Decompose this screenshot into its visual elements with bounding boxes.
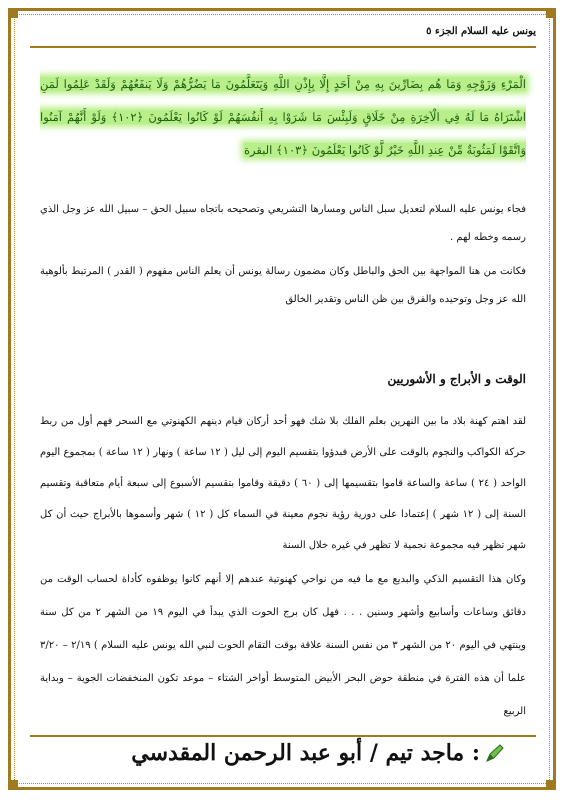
page-header-title: يونس عليه السلام الجزء ٥ [426,26,536,37]
corner-ornament [8,780,18,790]
header-divider [30,46,536,48]
verse-text: الْمَرْءِ وَزَوْجِهِ وَمَا هُم بِضَارِّينَ بِهِ مِنْ أَحَدٍ إِلَّا بِإِذْنِ اللَّهِ وَيَتَعَلَّمُونَ مَا يَضُرُّهُمْ وَلَا يَنفَعُهُمْ وَلَقَدْ عَلِمُوا لَمَنِ اشْتَرَاهُ مَا لَهُ فِي الْآخِرَةِ مِنْ خَلَاقٍ وَلَبِئْسَ مَا شَرَوْا بِهِ أَنفُسَهُمْ لَوْ كَانُوا يَعْلَمُونَ ﴿١٠٢﴾ وَلَوْ أَنَّهُمْ آمَنُوا وَاتَّقَوْا لَمَثُوبَةٌ مِّنْ عِندِ اللَّهِ خَيْرٌ لَّوْ كَانُوا يَعْلَمُونَ ﴿١٠٣﴾ البقرة [40,77,526,157]
paragraph-2: فكانت من هنا المواجهة بين الحق والباطل وكان مضمون رسالة يونس أن يعلم الناس مفهوم ( القدر ) المرتبط بألوهية الله عز وجل وتوحيده والفرق بين ظن الناس وتقدير الخالق [40,266,526,305]
pen-icon [484,742,506,764]
corner-ornament [8,8,18,18]
section-heading: الوقت و الأبراج و الأشوريين [387,372,526,386]
quran-verse [40,68,526,167]
paragraph-1: فجاء يونس عليه السلام لتعديل سبل الناس ومسارها التشريعي وتصحيحه باتجاه سبيل الحق – سبيل الله عز وجل الذي رسمه وخطه لهم . [40,204,526,243]
paragraph-4: وكان هذا التقسيم الذكي والبديع مع ما فيه من نواحي كهنوتية عندهم إلا أنهم كانوا يوظفوه كأداة لحساب الوقت من دقائق وساعات وأسابيع وأشهر وسنين . . . فهل كان برج الحوت الذي يبدأ في اليوم ١٩ من الشهر ٢ من كل سنة وينتهي في اليوم ٢٠ من الشهر ٣ من نفس السنة علاقة بوقت التقام الحوت لنبي الله يونس عليه السلام ) ٢/١٩ – ٣/٢٠ علما أن هذه الفترة في منطقة حوض البحر الأبيض المتوسط أواخر الشتاء – موعد تكون المنخفضات الجوية – وبداية الربيع [40,574,526,717]
corner-ornament [546,8,556,18]
footer-divider [30,735,536,737]
paragraph-3: لقد اهتم كهنة بلاد ما بين النهرين بعلم الفلك بلا شك فهو أحد أركان قيام دينهم الكهنوتي مع السحر فهم أول من ربط حركة الكواكب والنجوم بالوقت على الأرض فبدؤوا بتقسيم اليوم إلى ليل ( ١٢ ساعة ) ونهار ( ١٢ ساعة ) بمجموع اليوم الواحد ( ٢٤ ) ساعة والساعة قاموا بتقسيمها إلى ( ٦٠ ) دقيقة وقاموا بتقسيم الأسبوع إلى سبعة أيام متعاقبة وتقسيم السنة إلى ( ١٢ شهر ) إعتمادا على دورية رؤية نجوم معينة في السماء كل ( ١٢ ) شهر وأسموها بالأبراج حيث أن كل شهر تظهر فيه مجموعة نجمية لا تظهر في غيره خلال السنة [40,416,526,551]
author-signature: : ماجد تيم / أبو عبد الرحمن المقدسي [131,740,480,766]
corner-ornament [546,780,556,790]
